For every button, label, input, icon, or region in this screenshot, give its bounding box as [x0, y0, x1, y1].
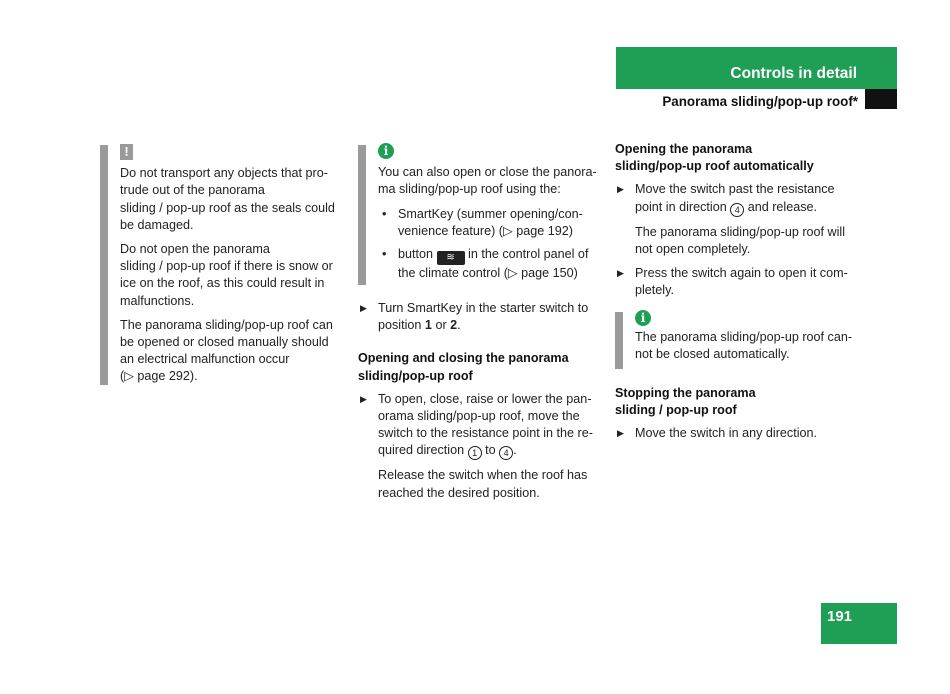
heading-stopping: Stopping the panorama sliding / pop-up roof: [615, 386, 756, 418]
warning-bar: [100, 145, 108, 385]
info-bullet-button: • button ≋ in the control panel of the climate control (▷ page 150): [382, 247, 589, 281]
info-bar-2: [615, 312, 623, 369]
column-3-lower: [615, 385, 870, 443]
step-move-switch: ▶ To open, close, raise or lower the pan- orama sliding/pop-up roof, move the switch to the resistance point in the re- quired direction 1 to 4 .: [360, 391, 593, 459]
step-press-again: ▶ Press the switch again to open it com- pletely.: [617, 266, 848, 298]
step-marker-icon: ▶: [617, 428, 624, 439]
step-marker-icon: ▶: [617, 268, 624, 279]
step-move-past-resistance: ▶ Move the switch past the resistance point in direction 4 and release.: [617, 182, 835, 215]
info-icon: i: [378, 143, 394, 159]
page-subtitle: Panorama sliding/pop-up roof*: [662, 94, 858, 109]
warning-paragraph-3: The panorama sliding/pop-up roof can be opened or closed manually should an electrical malfunction occur (▷ page 292).: [120, 317, 333, 384]
auto-open-note: The panorama sliding/pop-up roof will not open completely.: [635, 224, 846, 256]
direction-4-icon: 4: [499, 446, 513, 460]
warning-box: [120, 144, 348, 393]
heading-opening-closing: Opening and closing the panorama sliding/pop-up roof: [358, 351, 569, 383]
info-intro: You can also open or close the panora- ma sliding/pop-up roof using the:: [378, 165, 597, 197]
info-box-2: [635, 310, 875, 364]
section-tab: [616, 47, 897, 89]
roof-button-icon: ≋: [437, 251, 465, 265]
step-move-any-direction: ▶ Move the switch in any direction.: [615, 425, 870, 442]
direction-4-icon: 4: [730, 203, 744, 217]
info-icon: i: [635, 310, 651, 326]
step-marker-icon: ▶: [360, 303, 367, 313]
release-note: Release the switch when the roof has reached the desired position.: [378, 468, 588, 500]
step-marker-icon: ▶: [617, 184, 624, 195]
column-3-body: [615, 141, 870, 306]
heading-opening-auto: Opening the panorama sliding/pop-up roof automatically: [615, 142, 814, 174]
warning-icon: !: [120, 144, 133, 160]
warning-paragraph-2: Do not open the panorama sliding / pop-up roof if there is snow or ice on the roof, as this could result in malfunctions.: [120, 242, 333, 308]
info-box-1: [378, 143, 608, 288]
info-bullet-smartkey: • SmartKey (summer opening/con- venience feature) (▷ page 192): [382, 206, 583, 238]
header-marker: [865, 89, 897, 109]
column-2-body: [358, 300, 608, 502]
info-bar-1: [358, 145, 366, 285]
info-auto-close: The panorama sliding/pop-up roof can- not be closed automatically.: [635, 330, 853, 362]
warning-paragraph-1: Do not transport any objects that pro- trude out of the panorama sliding / pop-up roof as the seals could be damaged.: [120, 166, 335, 232]
step-marker-icon: ▶: [360, 393, 367, 404]
page-number: 191: [821, 603, 897, 644]
section-title: Controls in detail: [730, 65, 857, 82]
step-turn-smartkey: ▶ Turn SmartKey in the starter switch to position 1 or 2.: [360, 301, 589, 333]
direction-1-icon: 1: [468, 446, 482, 460]
